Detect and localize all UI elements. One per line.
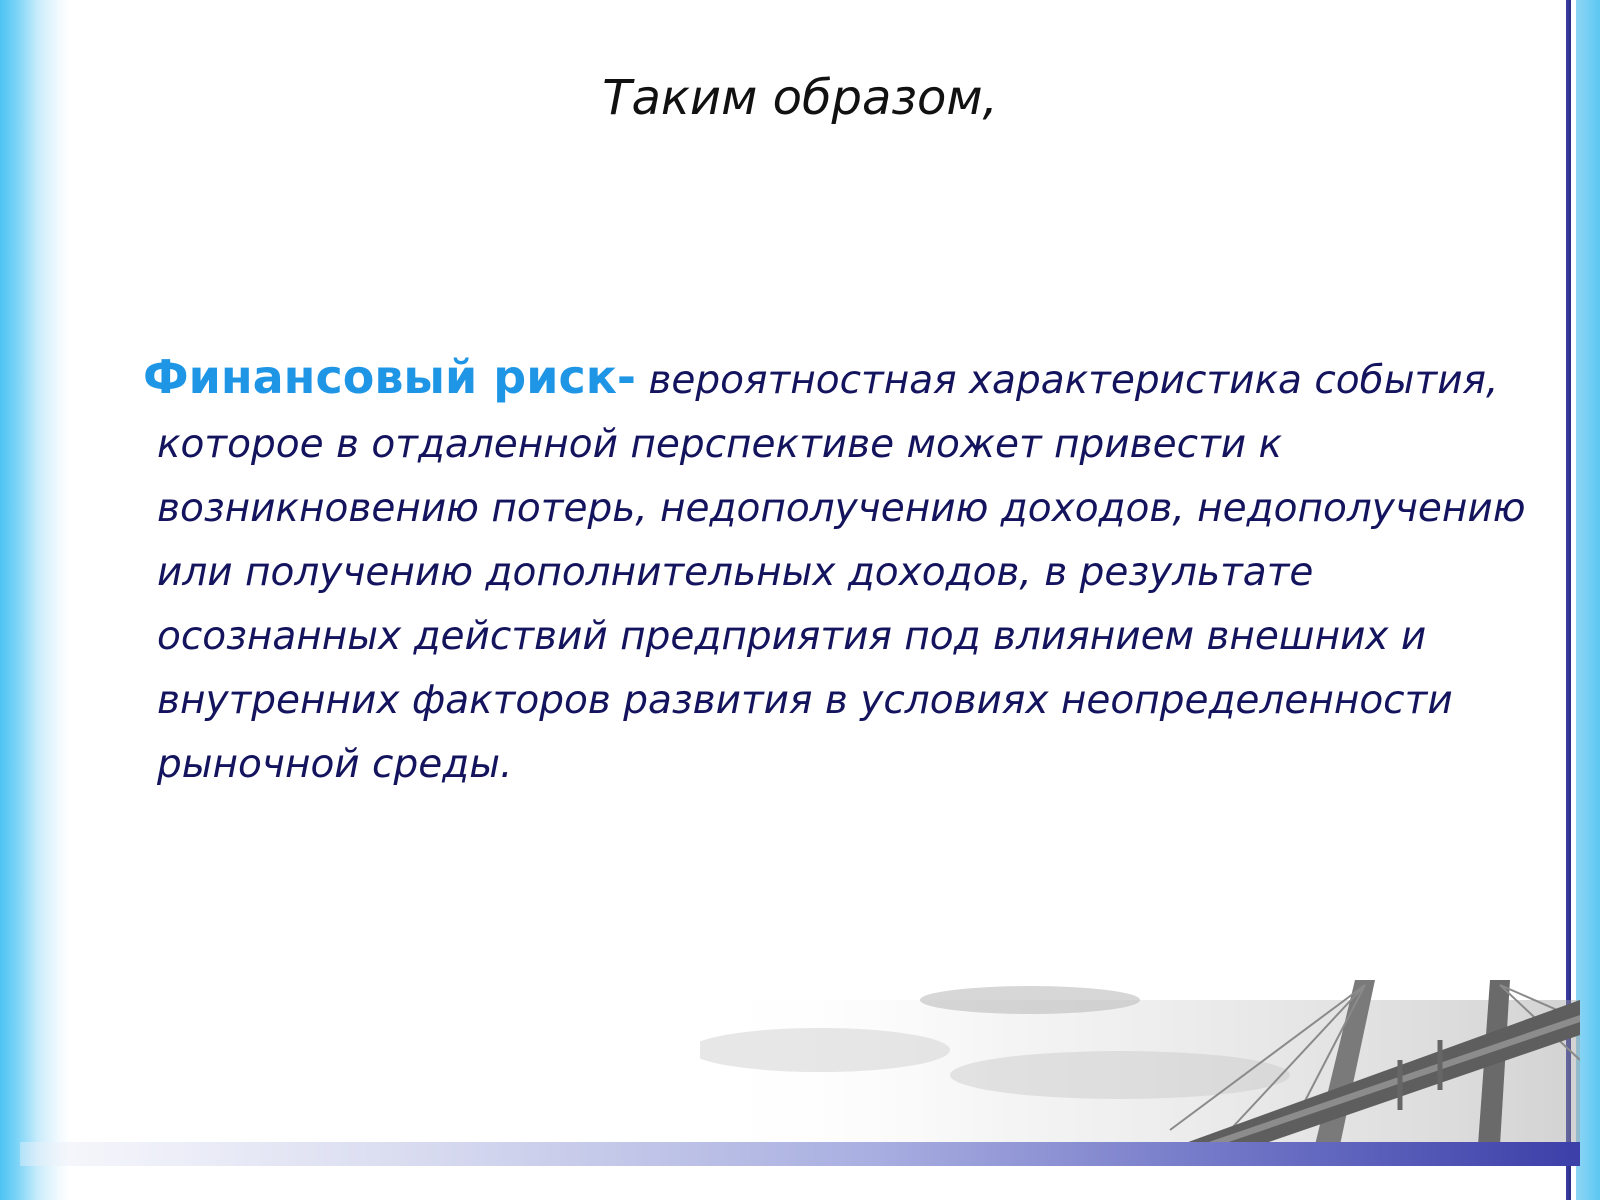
left-frame-strip bbox=[0, 0, 70, 1200]
defined-term: Финансовый риск- bbox=[143, 350, 637, 404]
definition-paragraph bbox=[143, 345, 1537, 797]
bottom-gradient-bar bbox=[20, 1142, 1580, 1166]
bridge-illustration bbox=[700, 980, 1580, 1145]
slide-title: Таким образом, bbox=[602, 70, 998, 126]
definition-text: вероятностная характеристика события, которое в отдаленной перспективе может привести к возникновению потерь, недополучению доходов, недополучению или получению дополнительных доходов, в результате осознанных действий предприятия под влиянием внешних и внутренних факторов развития в условиях неопределенности рыночной среды. bbox=[157, 358, 1526, 787]
